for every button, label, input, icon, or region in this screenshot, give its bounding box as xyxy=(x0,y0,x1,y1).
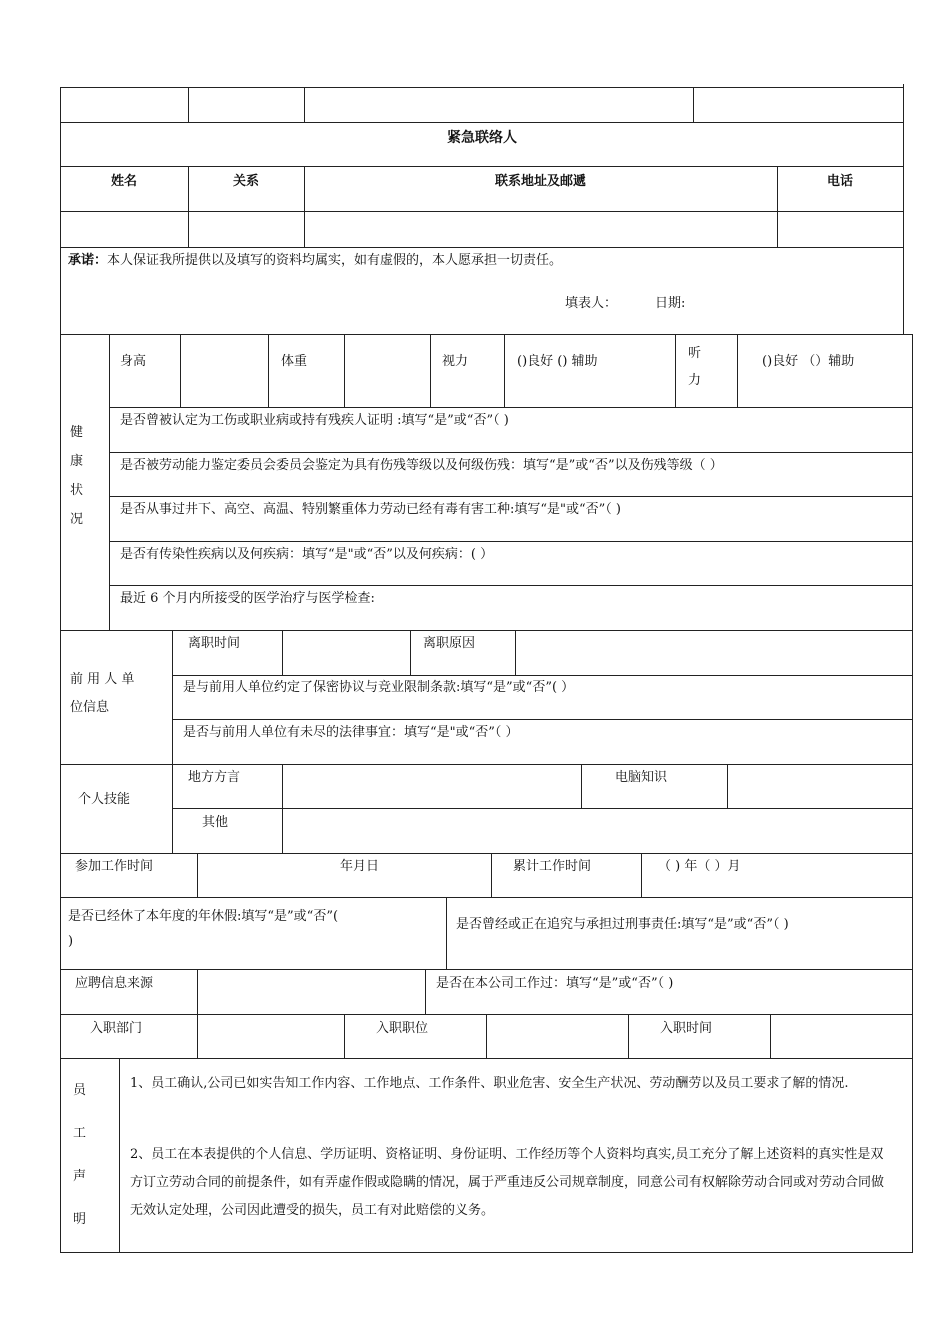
emergency-relation-input[interactable] xyxy=(189,212,304,247)
computer-skills-label: 电脑知识 xyxy=(615,770,668,785)
entry-dept-input[interactable] xyxy=(198,1015,344,1058)
leave-time-label: 离职时间 xyxy=(188,636,241,651)
other-skills-label: 其他 xyxy=(202,815,229,830)
work-start-label: 参加工作时间 xyxy=(75,859,154,874)
filler-label: 填表人： xyxy=(565,296,618,311)
entry-position-label: 入职职位 xyxy=(376,1021,429,1036)
emergency-address-input[interactable] xyxy=(305,212,777,247)
leave-reason-label: 离职原因 xyxy=(423,636,476,651)
weight-input[interactable] xyxy=(345,335,430,407)
total-work-label: 累计工作时间 xyxy=(513,859,592,874)
entry-time-label: 入职时间 xyxy=(660,1021,713,1036)
emergency-phone-input[interactable] xyxy=(778,212,903,247)
leave-time-input[interactable] xyxy=(283,631,410,675)
legal-matters-question: 是否与前用人单位有未尽的法律事宜：填写“是"或“否”（ ） xyxy=(183,725,519,740)
dialect-label: 地方方言 xyxy=(188,770,241,785)
entry-position-input[interactable] xyxy=(487,1015,628,1058)
height-label: 身高 xyxy=(120,354,147,369)
hearing-label: 听 力 xyxy=(688,346,702,388)
hearing-options[interactable]: ()良好 （）辅助 xyxy=(762,354,855,369)
vision-label: 视力 xyxy=(442,354,469,369)
worked-here-question: 是否在本公司工作过：填写“是”或“否”（ ) xyxy=(436,976,674,991)
header-phone: 电话 xyxy=(826,174,853,189)
declaration-label: 员 工 声 明 xyxy=(73,1083,87,1227)
declaration-paragraph-1: 1、员工确认,公司已如实告知工作内容、工作地点、工作条件、职业危害、安全生产状况、劳动酬劳以及员工要求了解的情况. xyxy=(130,1076,849,1091)
emergency-contact-title: 紧急联络人 xyxy=(447,130,517,146)
annual-leave-question: 是否已经休了本年度的年休假:填写“是”或“否”( ) xyxy=(68,909,339,949)
other-skills-input[interactable] xyxy=(283,809,912,853)
health-question-disease: 是否有传染性疾病以及何疾病：填写“是"或“否”以及何疾病：( ） xyxy=(120,547,494,562)
weight-label: 体重 xyxy=(281,354,308,369)
pledge-text xyxy=(68,253,562,269)
criminal-question: 是否曾经或正在追究与承担过刑事责任:填写“是”或“否”（ ) xyxy=(456,917,789,932)
emergency-name-input[interactable] xyxy=(61,212,188,247)
previous-employer-label: 前 用 人 单 位信息 xyxy=(70,672,135,715)
pledge-body: 本人保证我所提供以及填写的资料均属实，如有虚假的，本人愿承担一切责任。 xyxy=(107,253,563,268)
health-question-disability: 是否被劳动能力鉴定委员会委员会鉴定为具有伤残等级以及何级伤残：填写“是”或“否”以及伤残等级（ ） xyxy=(120,458,723,473)
entry-time-input[interactable] xyxy=(771,1015,912,1058)
skills-label: 个人技能 xyxy=(78,792,131,807)
non-compete-question: 是与前用人单位约定了保密协议与竞业限制条款:填写“是”或“否”( ） xyxy=(183,680,575,695)
height-input[interactable] xyxy=(181,335,268,407)
computer-skills-input[interactable] xyxy=(728,765,912,808)
header-address: 联系地址及邮遞 xyxy=(494,174,586,189)
vision-options[interactable]: ()良好 () 辅助 xyxy=(517,354,598,369)
health-question-treatment: 最近 6 个月内所接受的医学治疗与医学检查: xyxy=(120,591,375,606)
total-work-value[interactable]: （ ) 年（ ）月 xyxy=(658,859,741,874)
header-name: 姓名 xyxy=(110,174,137,189)
declaration-paragraph-2: 2、员工在本表提供的个人信息、学历证明、资格证明、身份证明、工作经历等个人资料均真实,员工充分了解上述资料的真实性是双方订立劳动合同的前提条件，如有弄虚作假或隐瞒的情况，属于严重违反公司规章制度，同意公司有权解除劳动合同或对劳动合同做无效认定处理，公司因此遭受的损失，员工有对此赔偿的义务。 xyxy=(130,1147,885,1218)
work-start-value[interactable]: 年月日 xyxy=(340,859,380,874)
pledge-label: 承诺： xyxy=(68,253,108,268)
health-question-hazard: 是否从事过井下、高空、高温、特别繁重体力劳动已经有毒有害工种:填写“是"或“否”（ ) xyxy=(120,502,622,517)
health-question-injury: 是否曾被认定为工伤或职业病或持有残疾人证明 :填写“是”或“否”（ ) xyxy=(120,413,509,428)
source-label: 应聘信息来源 xyxy=(75,976,154,991)
health-label: 健 康 状 况 xyxy=(70,425,84,527)
header-relation: 关系 xyxy=(232,174,259,189)
entry-dept-label: 入职部门 xyxy=(90,1021,143,1036)
source-input[interactable] xyxy=(198,970,425,1014)
date-label: 日期: xyxy=(655,296,686,311)
dialect-input[interactable] xyxy=(283,765,581,808)
leave-reason-input[interactable] xyxy=(516,631,912,675)
